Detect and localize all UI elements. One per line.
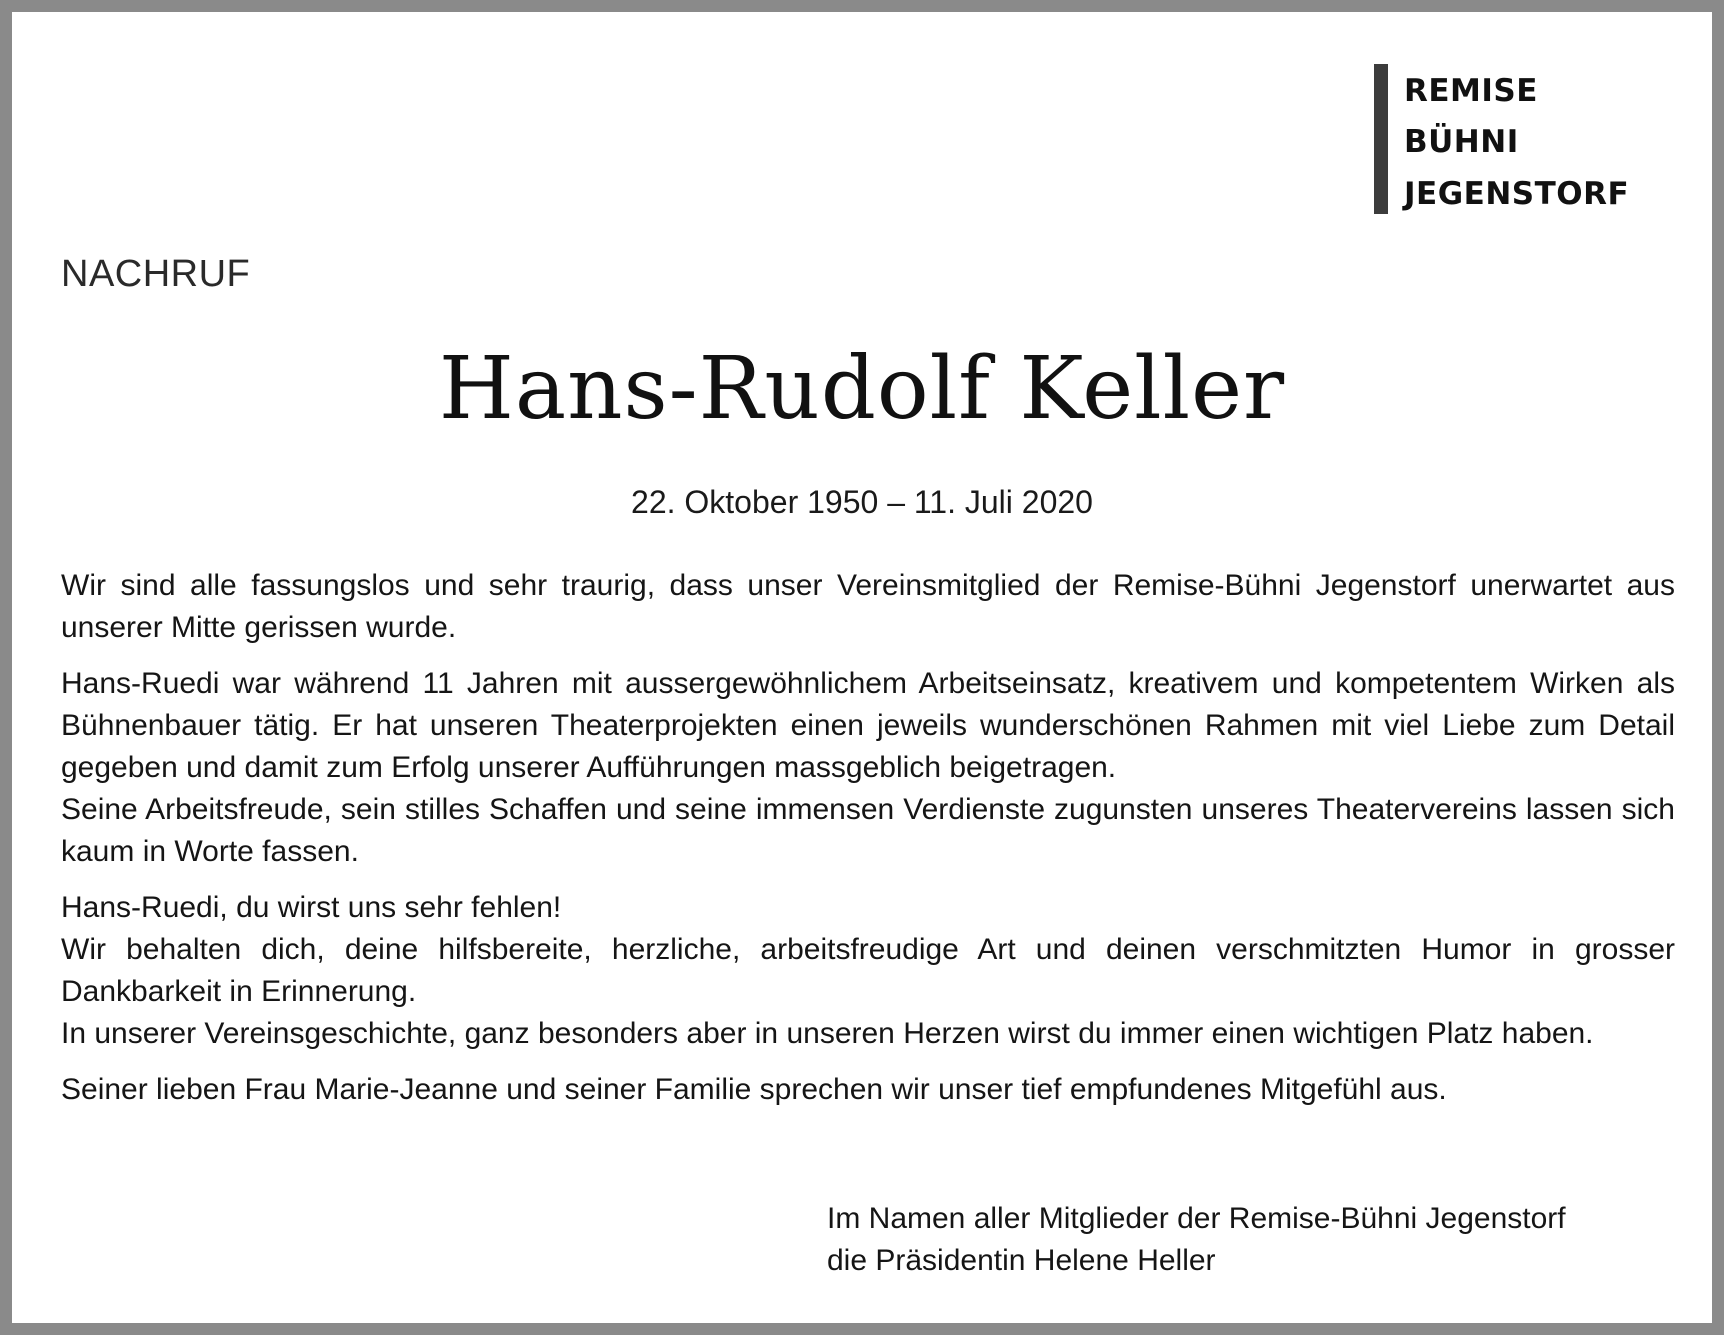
signature-block <box>827 1198 1566 1282</box>
life-dates: 22. Oktober 1950 – 11. Juli 2020 <box>631 484 1093 520</box>
paragraph-line: In unserer Vereinsgeschichte, ganz besonders aber in unseren Herzen wirst du immer einen wichtigen Platz haben. <box>61 1017 1594 1050</box>
remise-buehni-logo <box>1374 64 1674 214</box>
paragraph-line: Seine Arbeitsfreude, sein stilles Schaffen und seine immensen Verdienste zugunsten unseres Theatervereins lassen sich kaum in Worte fassen. <box>61 793 1675 868</box>
signature-line-2: die Präsidentin Helene Heller <box>827 1244 1216 1277</box>
deceased-name: Hans-Rudolf Keller <box>438 339 1286 439</box>
obituary-page <box>12 12 1712 1323</box>
paragraph <box>61 1069 1675 1111</box>
paragraph-line: Seiner lieben Frau Marie-Jeanne und seiner Familie sprechen wir unser tief empfundenes Mitgefühl aus. <box>61 1073 1447 1106</box>
paragraph <box>61 887 1675 1055</box>
logo-line-2: BÜHNI <box>1404 124 1519 160</box>
paragraph-line: Wir behalten dich, deine hilfsbereite, herzliche, arbeitsfreudige Art und deinen verschmitzten Humor in grosser Dankbarkeit in Erinnerung. <box>61 933 1675 1008</box>
paragraph <box>61 663 1675 873</box>
kicker-heading: NACHRUF <box>61 253 251 295</box>
signature-line-1: Im Namen aller Mitglieder der Remise-Bühni Jegenstorf <box>827 1202 1566 1235</box>
paragraph <box>61 565 1675 649</box>
paragraph-line: Hans-Ruedi war während 11 Jahren mit aussergewöhnlichem Arbeitseinsatz, kreativem und kompetentem Wirken als Bühnenbauer tätig. Er hat unseren Theaterprojekten einen jeweils wunderschönen Rahmen mit viel Liebe zum Detail gegeben und damit zum Erfolg unserer Aufführungen massgeblich beigetragen. <box>61 667 1675 784</box>
logo-line-3: JEGENSTORF <box>1404 176 1630 212</box>
logo-bar <box>1374 64 1388 214</box>
paragraph-line: Hans-Ruedi, du wirst uns sehr fehlen! <box>61 891 562 924</box>
logo-line-1: REMISE <box>1404 73 1538 109</box>
obituary-body <box>61 565 1675 1125</box>
paragraph-line: Wir sind alle fassungslos und sehr traurig, dass unser Vereinsmitglied der Remise-Bühni Jegenstorf unerwartet aus unserer Mitte gerissen wurde. <box>61 569 1675 644</box>
